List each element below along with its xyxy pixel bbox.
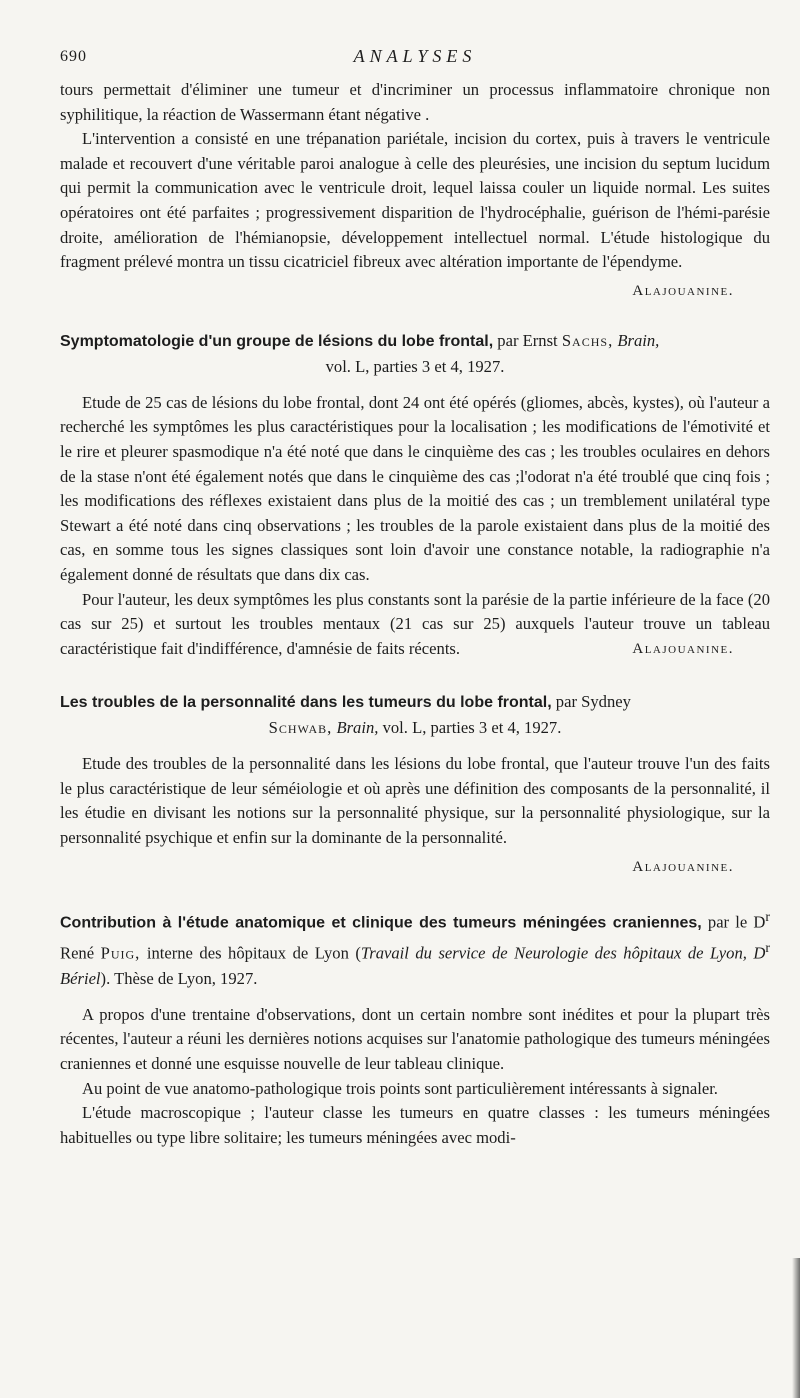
article-1-title: Symptomatologie d'un groupe de lésions du lobe frontal,	[60, 332, 494, 350]
article-1-paragraph-1: Etude de 25 cas de lésions du lobe frontal, dont 24 ont été opérés (gliomes, abcès, kystes), où l'auteur a recherché les symptômes les plus caractéristiques pour la localisation ; les modifications de l'émotivité et le rire et pleurer spasmodique n'a été noté que dans le cinquième des cas ; les troubles oculaires en dehors de la stase n'ont été également notés que dans le cinquième des cas ;l'odorat n'a été troublé que cinq fois ; les modifications des réflexes existaient dans plus de la moitié des cas ; un tremblement unilatéral type Stewart a été noté dans cinq observations ; les troubles de la parole existaient dans plus de la moitié des cas, en somme tous les signes classiques sont loin d'avoir une constance notable, la radiographie n'a également donné de résultats que dans dix cas.	[60, 392, 770, 584]
article-2-signature: Alajouanine.	[632, 858, 734, 875]
article-1-heading	[60, 328, 770, 379]
article-3-author: Puig,	[100, 943, 141, 963]
running-head: ANALYSES	[353, 46, 477, 66]
article-2-journal: Brain,	[332, 718, 379, 738]
article-2-paragraph-1: Etude des troubles de la personnalité dans les lésions du lobe frontal, que l'auteur trouve l'un des faits le plus caractéristique de leur séméiologie et où après une définition des composants de la personnalité, il les étudie en divisant les notions sur la personnalité physique, sur la personnalité physiologique, sur la personnalité psychique et enfin sur la dominante de la personnalité.	[60, 754, 770, 848]
article-1-signature: Alajouanine.	[632, 640, 734, 657]
article-2-ref-line	[60, 715, 770, 740]
article-puig	[60, 904, 770, 1151]
article-2-heading	[60, 689, 770, 740]
intro-paragraph-1: tours permettait d'éliminer une tumeur et d'incriminer un processus inflammatoire chronique non syphilitique, la réaction de Wassermann étant négative .	[60, 80, 770, 124]
article-2-title: Les troubles de la personnalité dans les tumeurs du lobe frontal,	[60, 694, 552, 712]
page-edge-shadow	[792, 1258, 800, 1398]
article-3-work-2: Bériel	[60, 968, 101, 988]
article-1-paragraph-2-text: Pour l'auteur, les deux symptômes les plus constants sont la parésie de la partie inférieure de la face (20 cas sur 25) et surtout les troubles mentaux (21 cas sur 25) auxquels l'auteur trouve un tableau caractéristique fait d'indifférence, d'amnésie de faits récents.	[60, 589, 770, 658]
article-3-paragraph-2: Au point de vue anatomo-pathologique trois points sont particulièrement intéressants à signaler.	[82, 1078, 718, 1098]
article-2-author: Schwab,	[268, 718, 333, 738]
article-3-role: interne des hôpitaux de Lyon (	[140, 943, 361, 963]
article-2-ref: vol. L, parties 3 et 4, 1927.	[378, 718, 562, 738]
article-3-work: Travail du service de Neurologie des hôpitaux de Lyon, D	[360, 943, 766, 963]
article-sachs	[60, 328, 770, 662]
article-3-paragraph-1: A propos d'une trentaine d'observations, dont un certain nombre sont inédites et pour la plupart très récentes, l'auteur a réuni les dernières notions acquises sur l'anatomie pathologique des tumeurs méningées craniennes et donné une esquisse nouvelle de leur tableau clinique.	[60, 1004, 770, 1073]
article-1-paragraph-2	[60, 588, 770, 662]
article-3-thesis: ). Thèse de Lyon, 1927.	[100, 968, 258, 988]
article-3-by: par le D	[701, 912, 766, 932]
article-2-by: par Sydney	[551, 692, 631, 712]
article-1-by: par Ernst	[493, 330, 562, 350]
page-number: 690	[60, 48, 87, 65]
article-3-work-sup: r	[765, 940, 770, 956]
intro-paragraph-2: L'intervention a consisté en une trépanation pariétale, incision du cortex, puis à travers le ventricule malade et recouvert d'une véritable paroi analogue à celle des pleurésies, une incision du septum lucidum qui permit la communication avec le ventricule droit, lequel laissa couler un liquide normal. Les suites opératoires ont été parfaites ; progressivement disparition de l'hydrocéphalie, guérison de l'hémi-parésie droite, amélioration de l'hémianopsie, développement intellectuel normal. L'étude histologique du fragment prélevé montra un tissu cicatriciel fibreux avec altération importante de l'épendyme.	[60, 129, 770, 272]
article-3-heading	[60, 904, 770, 991]
article-1-journal: Brain,	[613, 330, 660, 350]
article-3-title: Contribution à l'étude anatomique et clinique des tumeurs méningées craniennes,	[60, 914, 702, 932]
article-3-author-first: René	[60, 943, 101, 963]
intro-continuation	[60, 78, 770, 300]
article-1-author: Sachs,	[561, 330, 614, 350]
article-3-dr-sup: r	[765, 908, 770, 924]
article-schwab	[60, 689, 770, 875]
article-1-ref: vol. L, parties 3 et 4, 1927.	[325, 356, 505, 376]
article-3-paragraph-3: L'étude macroscopique ; l'auteur classe les tumeurs en quatre classes : les tumeurs méningées habituelles ou type libre solitaire; les tumeurs méningées avec modi-	[60, 1103, 770, 1147]
page-header	[60, 42, 770, 72]
intro-signature: Alajouanine.	[632, 282, 734, 299]
